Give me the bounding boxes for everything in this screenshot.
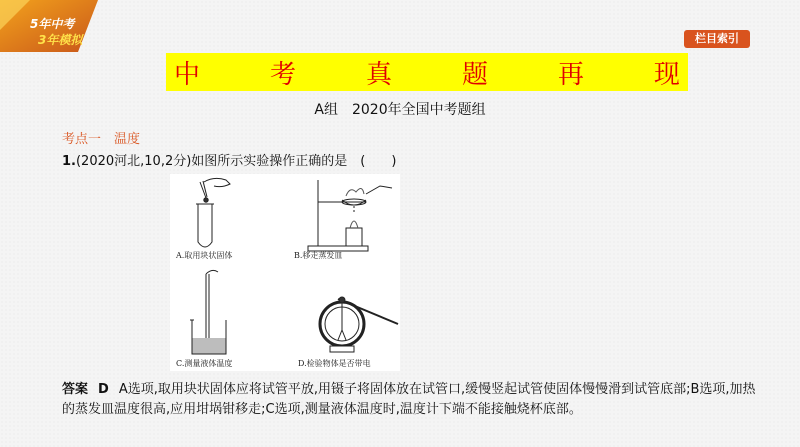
- banner-char: 中: [174, 59, 201, 90]
- banner-char: 题: [461, 59, 488, 90]
- answer-block: [62, 380, 762, 420]
- section-heading: 考点一 温度: [62, 132, 141, 147]
- banner-char: 考: [269, 59, 296, 90]
- caption-d: D.检验物体是否带电: [298, 359, 371, 368]
- caption-b: B.移走蒸发皿: [294, 251, 343, 260]
- experiment-figure: [170, 174, 400, 371]
- caption-a: A.取用块状固体: [176, 251, 233, 260]
- title-banner: [166, 53, 688, 91]
- panel-c-illustration: [190, 270, 226, 354]
- logo-line-2: 3年模拟: [38, 33, 83, 47]
- banner-char: 再: [557, 59, 584, 90]
- answer-key: D: [98, 382, 109, 397]
- group-title: A组 2020年全国中考题组: [314, 102, 486, 118]
- panel-b-illustration: [308, 180, 392, 251]
- banner-char: 现: [653, 59, 680, 90]
- section-index-button[interactable]: 栏目索引: [684, 30, 750, 48]
- caption-c: C.测量液体温度: [176, 359, 233, 368]
- experiment-diagram: [170, 174, 400, 371]
- banner-char: 真: [365, 59, 392, 90]
- question-line: [62, 150, 396, 169]
- answer-explanation: A选项,取用块状固体应将试管平放,用镊子将固体放在试管口,缓慢竖起试管使固体慢慢滑到试管底部;B选项,加热的蒸发皿温度很高,应用坩埚钳移走;C选项,测量液体温度时,温度计下端不能接触烧杯底部。: [62, 382, 756, 417]
- logo: [0, 0, 98, 52]
- panel-a-illustration: [196, 178, 230, 247]
- logo-line-1: 5年中考: [30, 17, 75, 31]
- question-text: (2020河北,10,2分)如图所示实验操作正确的是 ( ): [75, 154, 397, 169]
- answer-label: 答案: [62, 382, 89, 397]
- panel-d-illustration: [320, 297, 398, 352]
- question-number: 1.: [62, 154, 76, 169]
